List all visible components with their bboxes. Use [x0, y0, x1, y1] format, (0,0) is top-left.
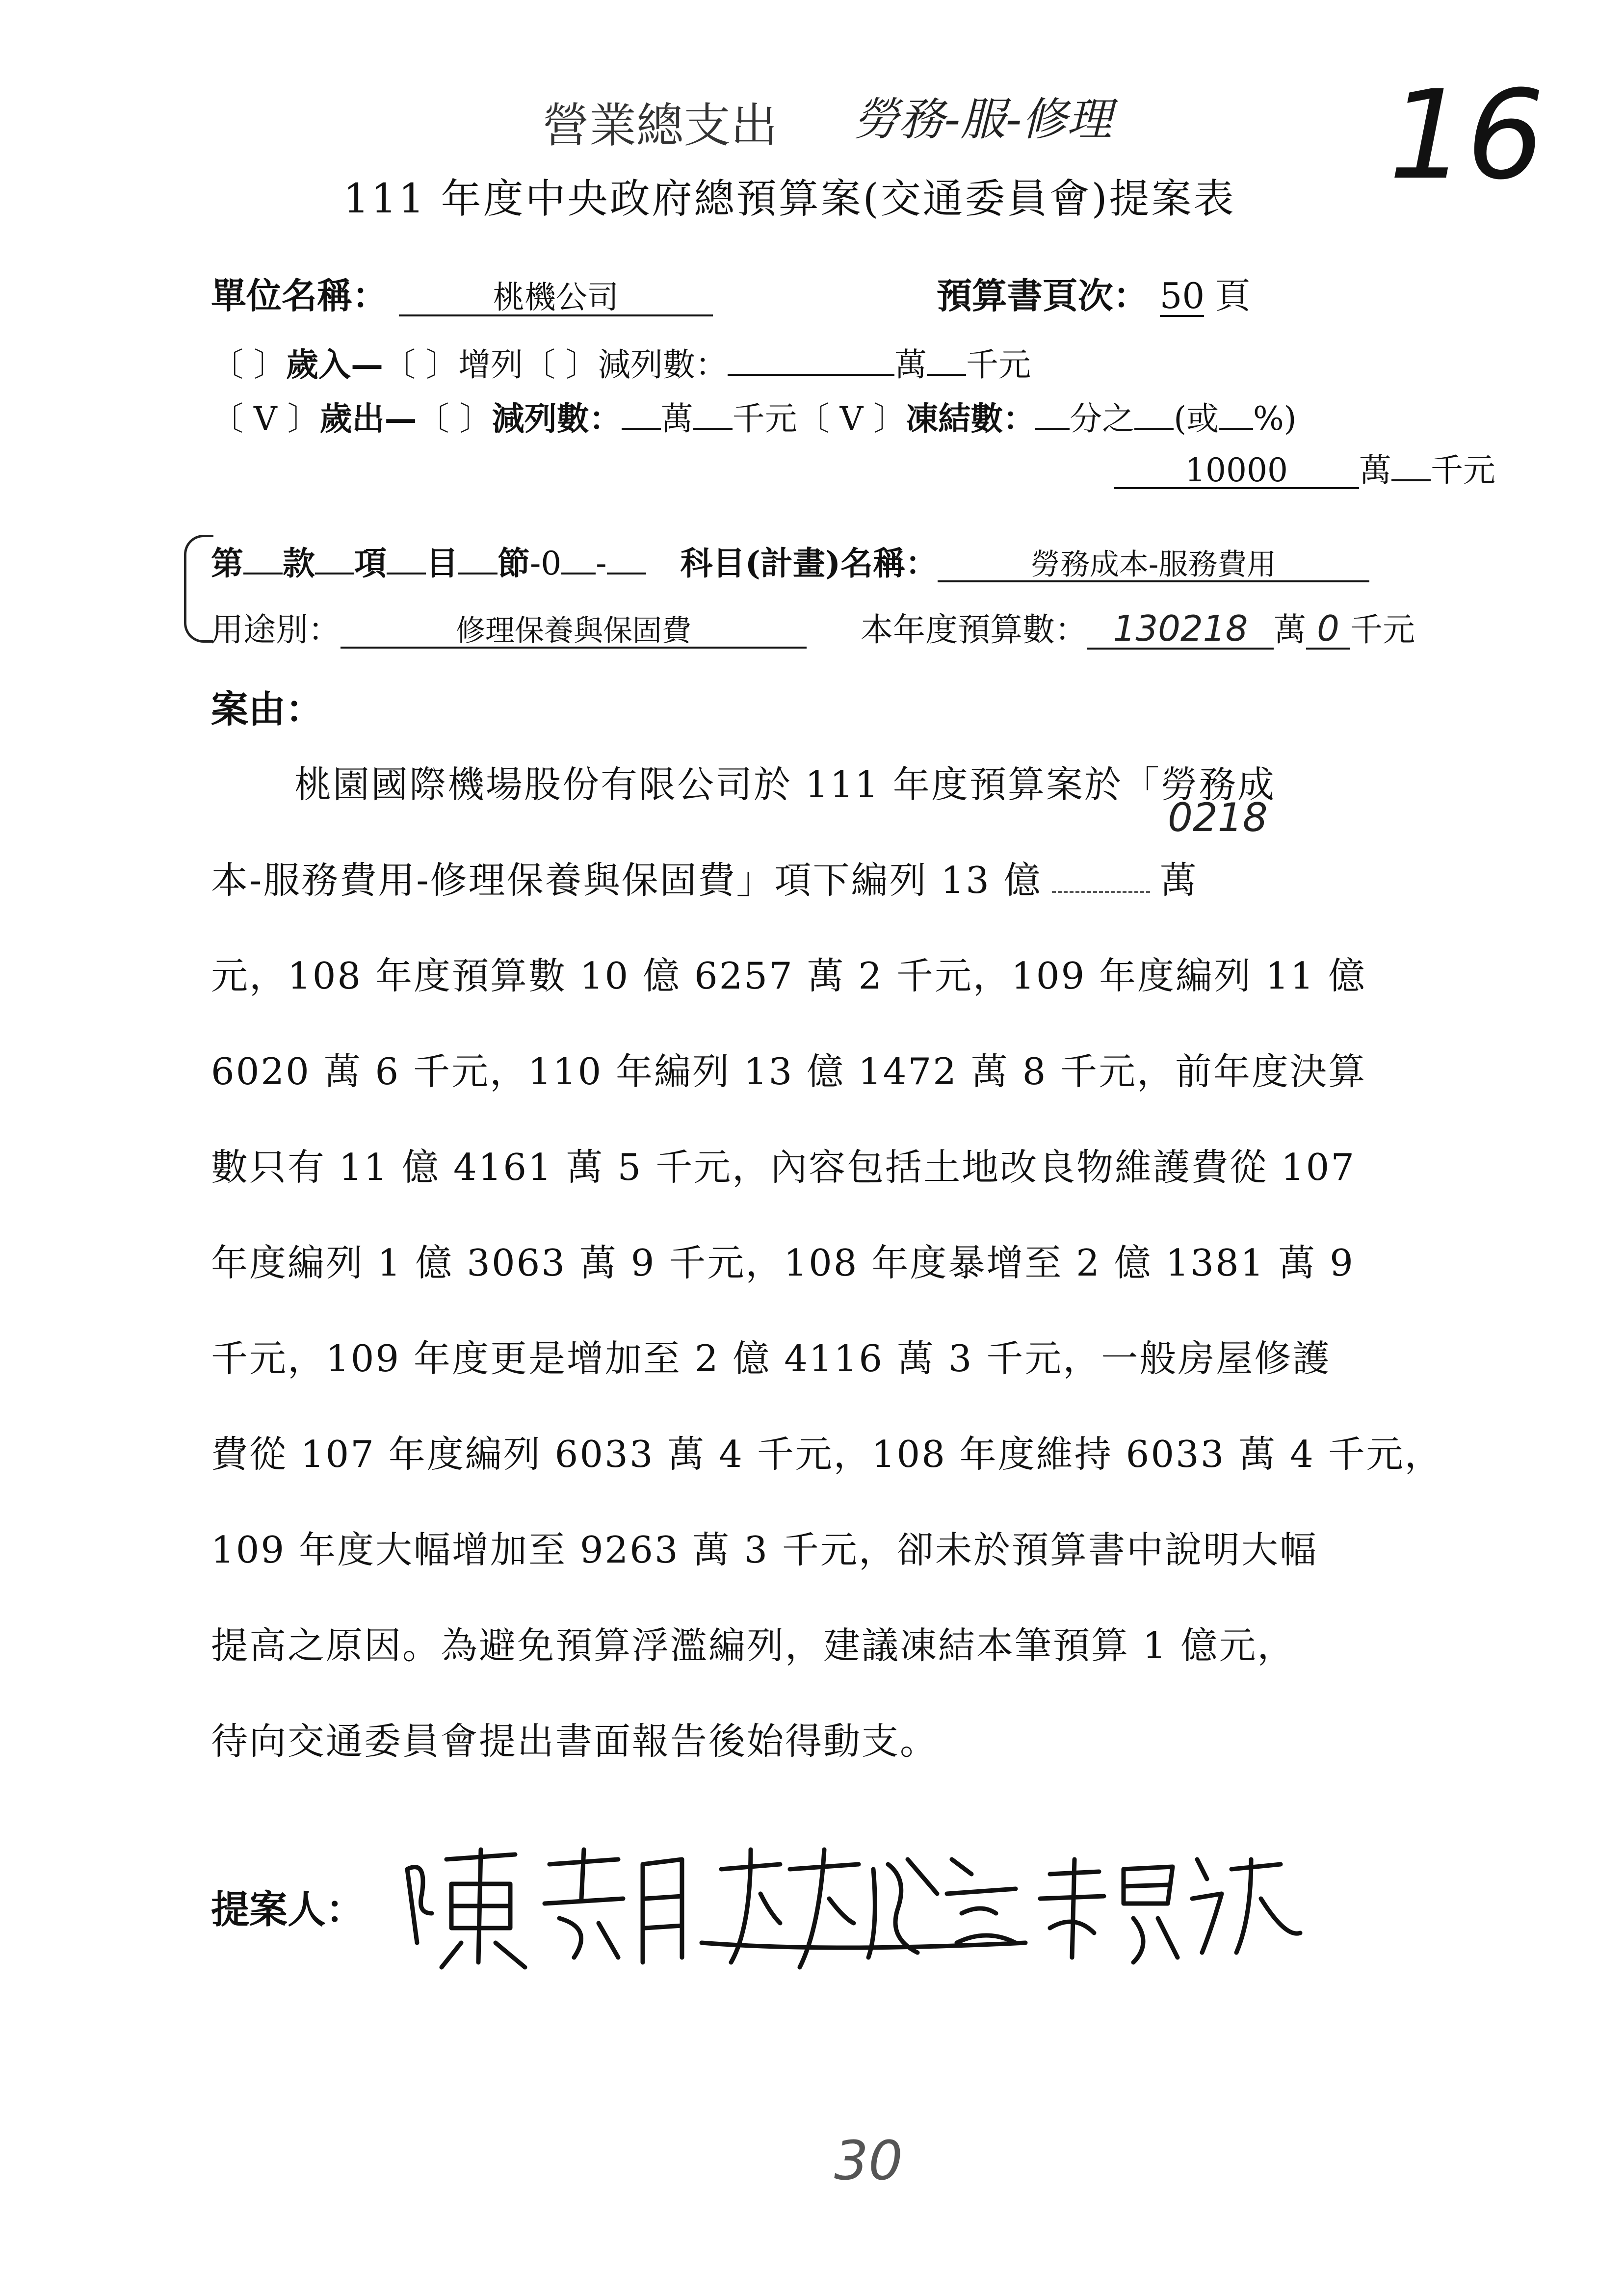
budget-page-field[interactable]: 50 [1159, 275, 1205, 316]
budget-amount-label: 本年度預算數： [861, 611, 1087, 649]
freeze-wan-field[interactable]: 10000 [1114, 453, 1359, 489]
proposer-label: 提案人： [211, 1887, 365, 1932]
qian-unit: 千元 [966, 346, 1031, 384]
freeze-amount-row [1114, 444, 1495, 491]
usage-label: 用途別： [211, 611, 341, 649]
reason-line-6: 年度編列 1 億 3063 萬 9 千元，108 年度暴增至 2 億 1381 萬 9 [211, 1241, 1355, 1284]
document-title: 111 年度中央政府總預算案(交通委員會)提案表 [343, 176, 1236, 222]
budget-wan-field[interactable]: 130218 [1087, 610, 1274, 650]
kuan-label: 款 [283, 544, 315, 582]
fraction-denominator-field[interactable] [1035, 428, 1070, 430]
reason-line-3: 元，108 年度預算數 10 億 6257 萬 2 千元，109 年度編列 11 億 [211, 954, 1367, 997]
qian-unit: 千元 [1350, 611, 1415, 649]
section-row [211, 537, 1369, 584]
jie-sub-field[interactable] [561, 573, 596, 574]
qian-unit: 千元 [1431, 451, 1495, 489]
fraction-label: 分之 [1070, 400, 1135, 438]
category-label: 營業總支出 [542, 98, 778, 153]
jie-field[interactable] [458, 573, 498, 574]
reason-line-2-text: 本-服務費用-修理保養與保固費」項下編列 13 億 [211, 859, 1042, 902]
reason-line-11: 待向交通委員會提出書面報告後始得動支。 [211, 1720, 939, 1763]
signature-2 [702, 1850, 1025, 1967]
revenue-decrease-label: 減列數： [598, 346, 728, 384]
page-suffix: 頁 [1215, 275, 1251, 316]
kuan-field[interactable] [243, 573, 283, 574]
signature-area [388, 1830, 1369, 1977]
revenue-decrease-checkbox[interactable]: 〔 〕 [523, 346, 598, 384]
wan-unit: 萬 [894, 346, 927, 384]
reason-line-2 [211, 851, 1198, 904]
freeze-checkbox[interactable]: 〔 V 〕 [797, 400, 906, 438]
reason-line-2-wan: 萬 [1159, 859, 1198, 902]
redacted-mark [1052, 891, 1150, 893]
signatures-drawing [388, 1830, 1369, 1977]
fraction-numerator-field[interactable] [1134, 428, 1174, 430]
handwritten-category-note: 勞務-服-修理 [854, 93, 1112, 146]
budget-qian-field[interactable]: 0 [1306, 610, 1350, 650]
revenue-increase-checkbox[interactable]: 〔 〕 [383, 346, 458, 384]
dash: - [596, 545, 607, 582]
xiang-field[interactable] [315, 573, 354, 574]
expense-decrease-label: 減列數： [492, 399, 622, 438]
percent-label: %) [1253, 400, 1297, 438]
expense-label: 歲出— [319, 399, 417, 438]
usage-field[interactable]: 修理保養與保固費 [341, 616, 807, 649]
unit-row [211, 267, 1251, 318]
qian-unit: 千元 [732, 400, 797, 438]
wan-unit: 萬 [1359, 451, 1391, 489]
handwritten-page-number: 16 [1388, 64, 1545, 207]
revenue-checkbox[interactable]: 〔 〕 [211, 346, 286, 384]
expense-wan-field[interactable] [622, 428, 661, 430]
unit-name-field[interactable]: 桃機公司 [399, 282, 713, 316]
revenue-wan-field[interactable] [728, 374, 894, 376]
expense-checkbox[interactable]: 〔 V 〕 [211, 400, 320, 438]
revenue-label: 歲入— [286, 345, 383, 384]
budget-page-label: 預算書頁次： [936, 275, 1149, 316]
di-label: 第 [211, 544, 243, 582]
reason-line-8: 費從 107 年度編列 6033 萬 4 千元，108 年度維持 6033 萬 4 千元， [211, 1433, 1443, 1476]
percent-field[interactable] [1219, 428, 1253, 430]
expense-qian-field[interactable] [693, 428, 733, 430]
usage-row [211, 603, 1415, 650]
expense-decrease-checkbox[interactable]: 〔 〕 [417, 400, 492, 438]
subject-name-field[interactable]: 勞務成本-服務費用 [938, 549, 1369, 582]
jie-label: 節 [498, 544, 530, 582]
handwritten-sheet-number: 30 [834, 2129, 903, 2192]
reason-line-5: 數只有 11 億 4161 萬 5 千元，內容包括土地改良物維護費從 107 [211, 1146, 1356, 1189]
wan-unit: 萬 [660, 400, 693, 438]
reason-line-7: 千元，109 年度更是增加至 2 億 4116 萬 3 千元，一般房屋修護 [211, 1337, 1331, 1380]
section-bracket [184, 535, 213, 643]
revenue-row [211, 339, 1031, 385]
mu-label: 目 [426, 544, 458, 582]
reason-line-4: 6020 萬 6 千元，110 年編列 13 億 1472 萬 8 千元，前年度決算 [211, 1050, 1367, 1093]
jie-sub-field-2[interactable] [607, 573, 646, 574]
revenue-qian-field[interactable] [927, 374, 966, 376]
revenue-increase-label: 增列 [458, 346, 523, 384]
subject-label: 科目(計畫)名稱： [680, 544, 938, 582]
wan-unit: 萬 [1274, 611, 1306, 649]
freeze-label: 凍結數： [906, 399, 1036, 438]
mu-field[interactable] [387, 573, 426, 574]
or-label: (或 [1174, 400, 1219, 438]
reason-heading: 案由： [211, 687, 323, 731]
signature-3 [1040, 1859, 1300, 1962]
unit-label: 單位名稱： [211, 275, 388, 316]
reason-line-10: 提高之原因。為避免預算浮濫編列，建議凍結本筆預算 1 億元， [211, 1624, 1296, 1667]
reason-line-1: 桃園國際機場股份有限公司於 111 年度預算案於「勞務成 [294, 763, 1276, 806]
jie-value: -0 [530, 545, 562, 582]
xiang-label: 項 [354, 544, 387, 582]
expense-row [211, 392, 1296, 439]
signature-1 [407, 1850, 682, 1967]
reason-line-9: 109 年度大幅增加至 9263 萬 3 千元，卻未於預算書中說明大幅 [211, 1528, 1318, 1571]
handwritten-correction: 0218 [1168, 795, 1268, 840]
freeze-qian-field[interactable] [1391, 479, 1431, 481]
